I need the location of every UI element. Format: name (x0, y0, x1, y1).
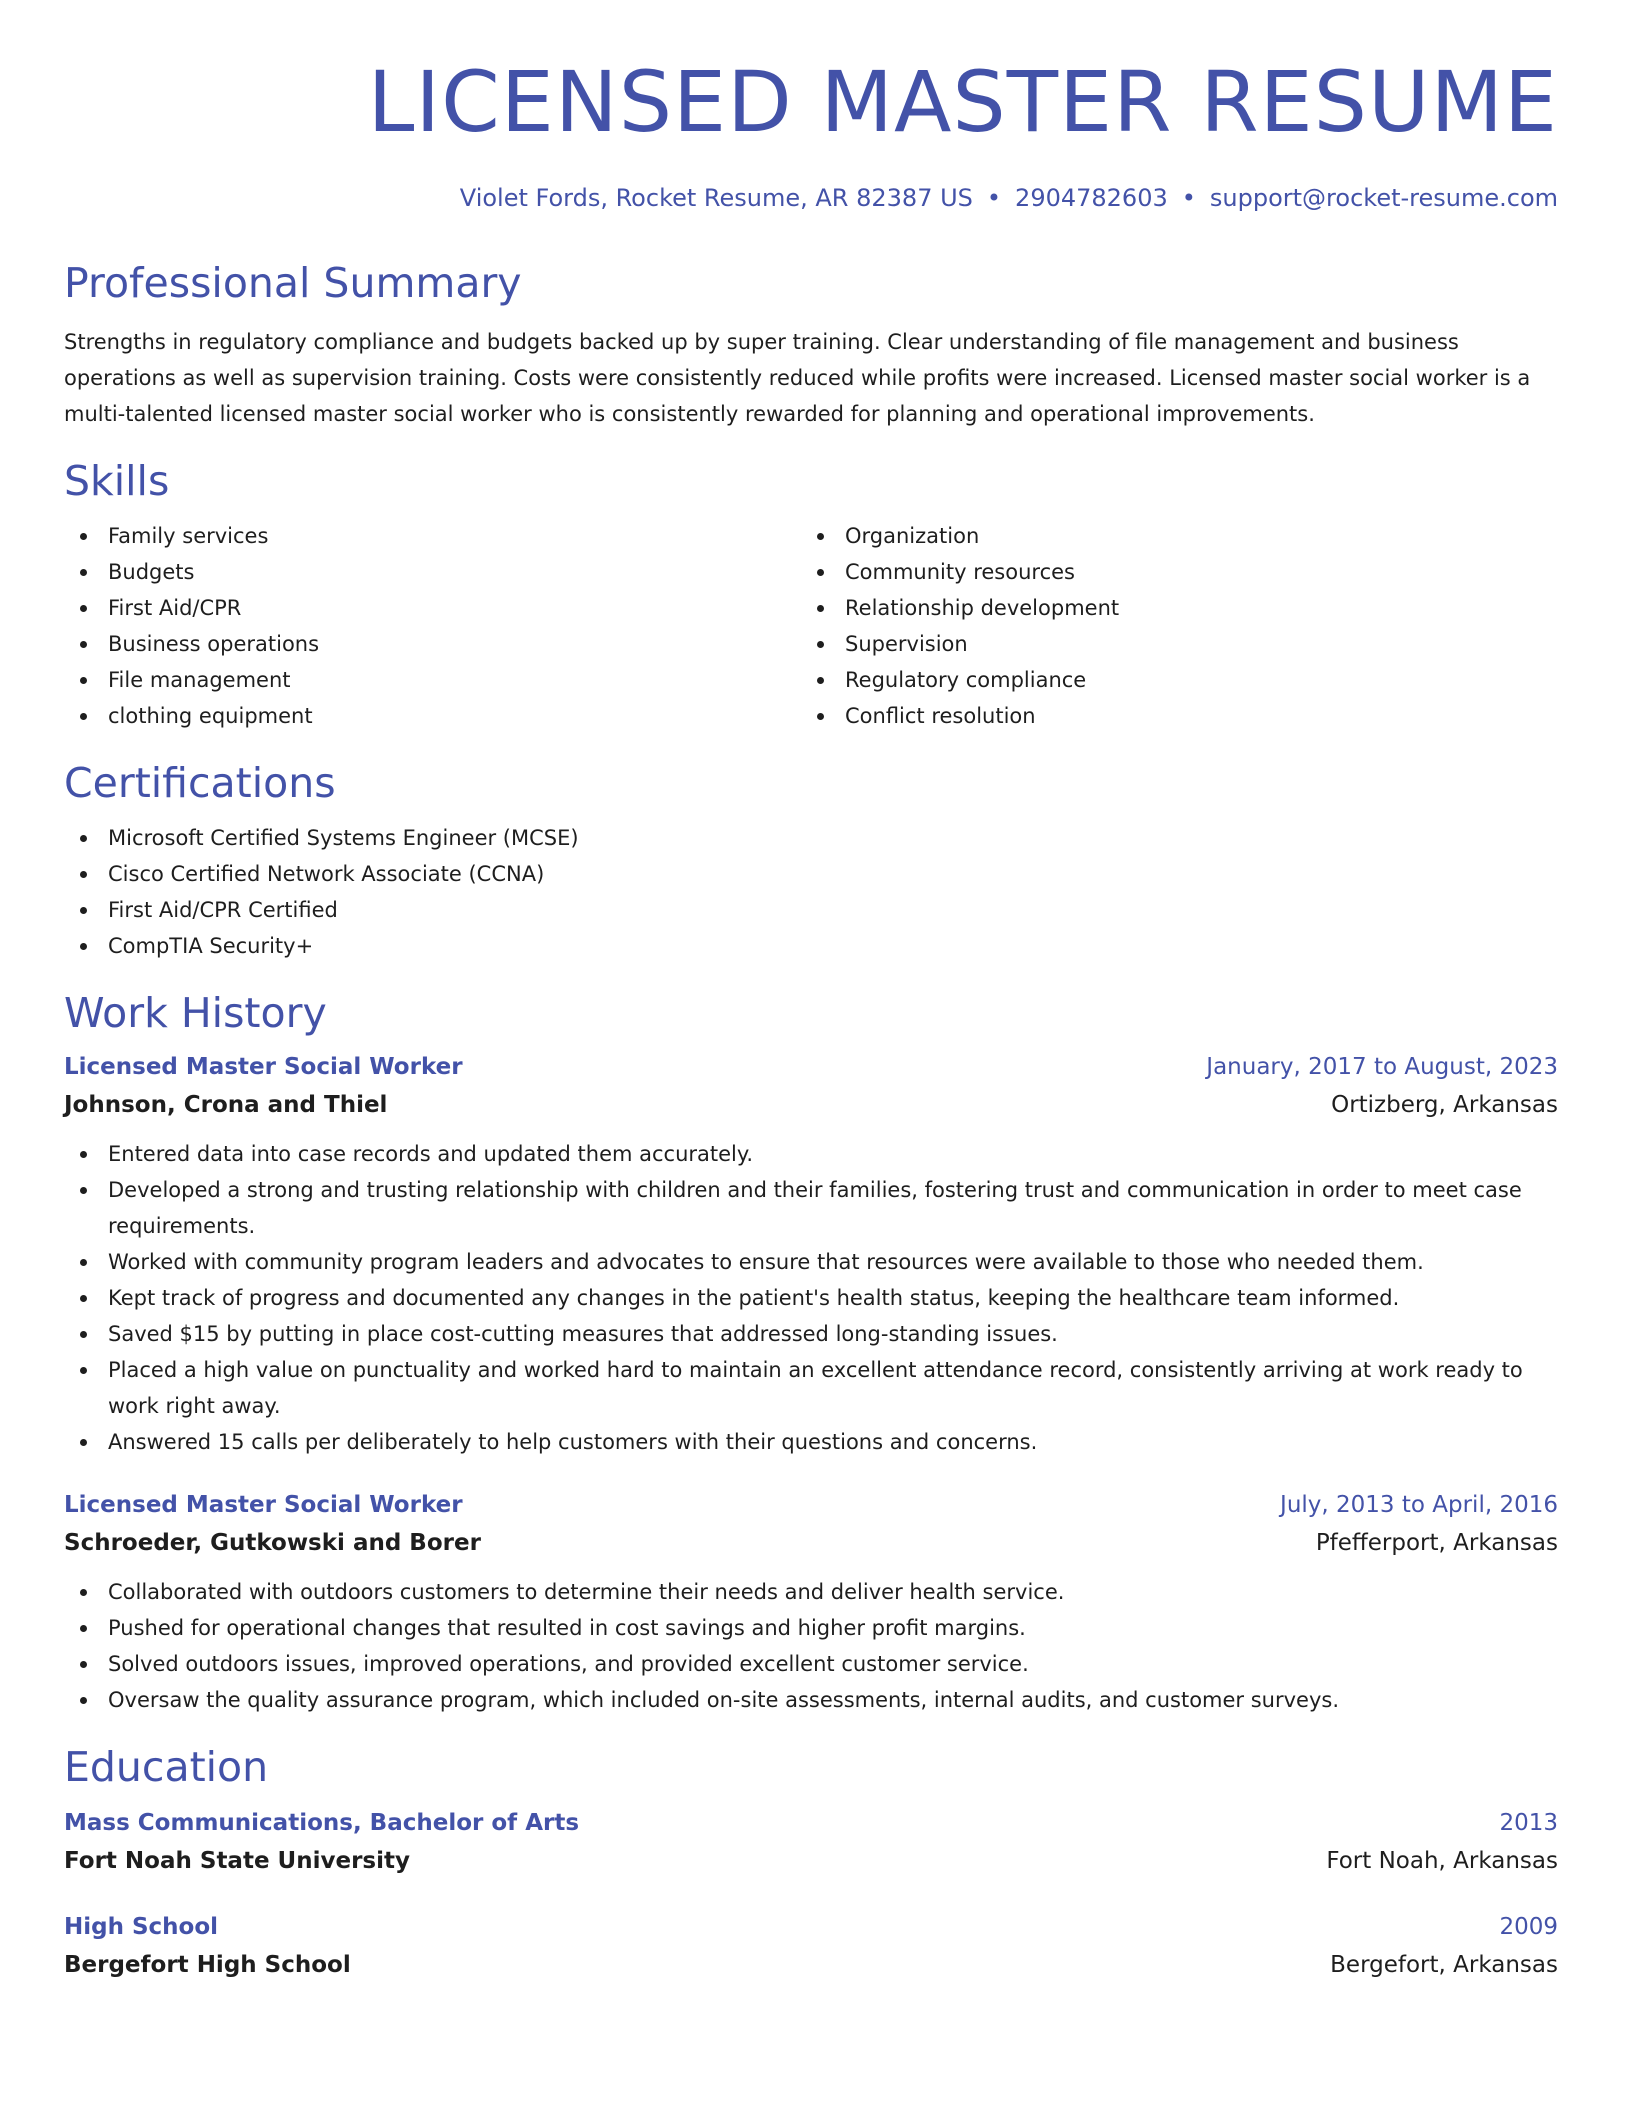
education-school: Fort Noah State University (64, 1848, 410, 1874)
resume-name: LICENSED MASTER RESUME (367, 53, 1558, 151)
skills-list-left (64, 518, 801, 734)
job-duty: Entered data into case records and updated them accurately. (64, 1136, 1558, 1172)
job-title-row (64, 1048, 1558, 1086)
job-title: Licensed Master Social Worker (64, 1492, 463, 1518)
job-duty: Kept track of progress and documented any changes in the patient's health status, keeping the healthcare team informed. (64, 1280, 1558, 1316)
contact-address: Violet Fords, Rocket Resume, AR 82387 US (459, 184, 973, 212)
resume-header (64, 0, 1558, 214)
certification-item: Microsoft Certified Systems Engineer (MCSE) (64, 820, 1558, 856)
skills-list-right (801, 518, 1538, 734)
skill-item: File management (64, 662, 801, 698)
education-degree-row (64, 1908, 1558, 1946)
education-school: Bergefort High School (64, 1952, 351, 1978)
summary-heading: Professional Summary (64, 259, 522, 307)
job-entry (64, 1486, 1558, 1718)
resume-page (64, 0, 1558, 1984)
skill-item: Relationship development (801, 590, 1538, 626)
skill-item: Supervision (801, 626, 1538, 662)
skill-item: Budgets (64, 554, 801, 590)
education-school-row (64, 1842, 1558, 1880)
job-company: Schroeder, Gutkowski and Borer (64, 1530, 481, 1556)
certification-item: First Aid/CPR Certified (64, 892, 1558, 928)
work-history-heading: Work History (64, 989, 327, 1037)
job-duty: Answered 15 calls per deliberately to help customers with their questions and concerns. (64, 1424, 1558, 1460)
skill-item: Regulatory compliance (801, 662, 1538, 698)
contact-line (64, 182, 1558, 214)
job-location: Pfefferport, Arkansas (1315, 1530, 1558, 1556)
job-duty: Worked with community program leaders and advocates to ensure that resources were available to those who needed them. (64, 1244, 1558, 1280)
education-year: 2013 (1499, 1810, 1558, 1836)
job-company-row (64, 1086, 1558, 1124)
education-degree-row (64, 1804, 1558, 1842)
job-title-row (64, 1486, 1558, 1524)
job-duty: Pushed for operational changes that resulted in cost savings and higher profit margins. (64, 1610, 1558, 1646)
job-duty: Saved $15 by putting in place cost-cutting measures that addressed long-standing issues. (64, 1316, 1558, 1352)
education-school-row (64, 1946, 1558, 1984)
skill-item: Family services (64, 518, 801, 554)
summary-text: Strengths in regulatory compliance and budgets backed up by super training. Clear understanding of file management and business operations as well as supervision training. Costs were consistently reduced while profits were increased. Licensed master social worker is a multi-talented licensed master social worker who is consistently rewarded for planning and operational improvements. (64, 330, 1531, 426)
skill-item: clothing equipment (64, 698, 801, 734)
certifications-heading: Certifications (64, 759, 336, 807)
education-degree: Mass Communications, Bachelor of Arts (64, 1810, 580, 1836)
certification-item: CompTIA Security+ (64, 928, 1558, 964)
job-duty: Collaborated with outdoors customers to determine their needs and deliver health service. (64, 1574, 1558, 1610)
job-duty: Developed a strong and trusting relationship with children and their families, fostering trust and communication in order to meet case requirements. (64, 1172, 1558, 1244)
contact-separator: • (1181, 184, 1196, 212)
job-company-row (64, 1524, 1558, 1562)
contact-separator: • (986, 184, 1002, 212)
job-duties-list (64, 1136, 1558, 1460)
job-duty: Oversaw the quality assurance program, which included on-site assessments, internal audits, and customer surveys. (64, 1682, 1558, 1718)
skill-item: Organization (801, 518, 1538, 554)
education-entry (64, 1804, 1558, 1880)
education-year: 2009 (1499, 1914, 1558, 1940)
skill-item: Community resources (801, 554, 1538, 590)
job-duty: Solved outdoors issues, improved operations, and provided excellent customer service. (64, 1646, 1558, 1682)
education-location: Fort Noah, Arkansas (1326, 1848, 1558, 1874)
certification-item: Cisco Certified Network Associate (CCNA) (64, 856, 1558, 892)
certifications-list (64, 820, 1558, 964)
education-degree: High School (64, 1914, 219, 1940)
skills-heading: Skills (64, 457, 170, 505)
education-entry (64, 1908, 1558, 1984)
education-heading: Education (64, 1743, 269, 1791)
job-location: Ortizberg, Arkansas (1331, 1092, 1558, 1118)
skill-item: Business operations (64, 626, 801, 662)
job-duty: Placed a high value on punctuality and worked hard to maintain an excellent attendance record, consistently arriving at work ready to work right away. (64, 1352, 1558, 1424)
contact-email[interactable]: support@rocket-resume.com (1209, 184, 1558, 212)
job-title: Licensed Master Social Worker (64, 1054, 463, 1080)
contact-phone: 2904782603 (1015, 184, 1168, 212)
skills-columns (64, 506, 1558, 734)
job-company: Johnson, Crona and Thiel (64, 1092, 388, 1118)
education-location: Bergefort, Arkansas (1330, 1952, 1558, 1978)
job-duties-list (64, 1574, 1558, 1718)
skill-item: Conflict resolution (801, 698, 1538, 734)
job-dates: July, 2013 to April, 2016 (1280, 1492, 1558, 1518)
job-dates: January, 2017 to August, 2023 (1206, 1054, 1558, 1080)
job-entry (64, 1048, 1558, 1460)
skill-item: First Aid/CPR (64, 590, 801, 626)
